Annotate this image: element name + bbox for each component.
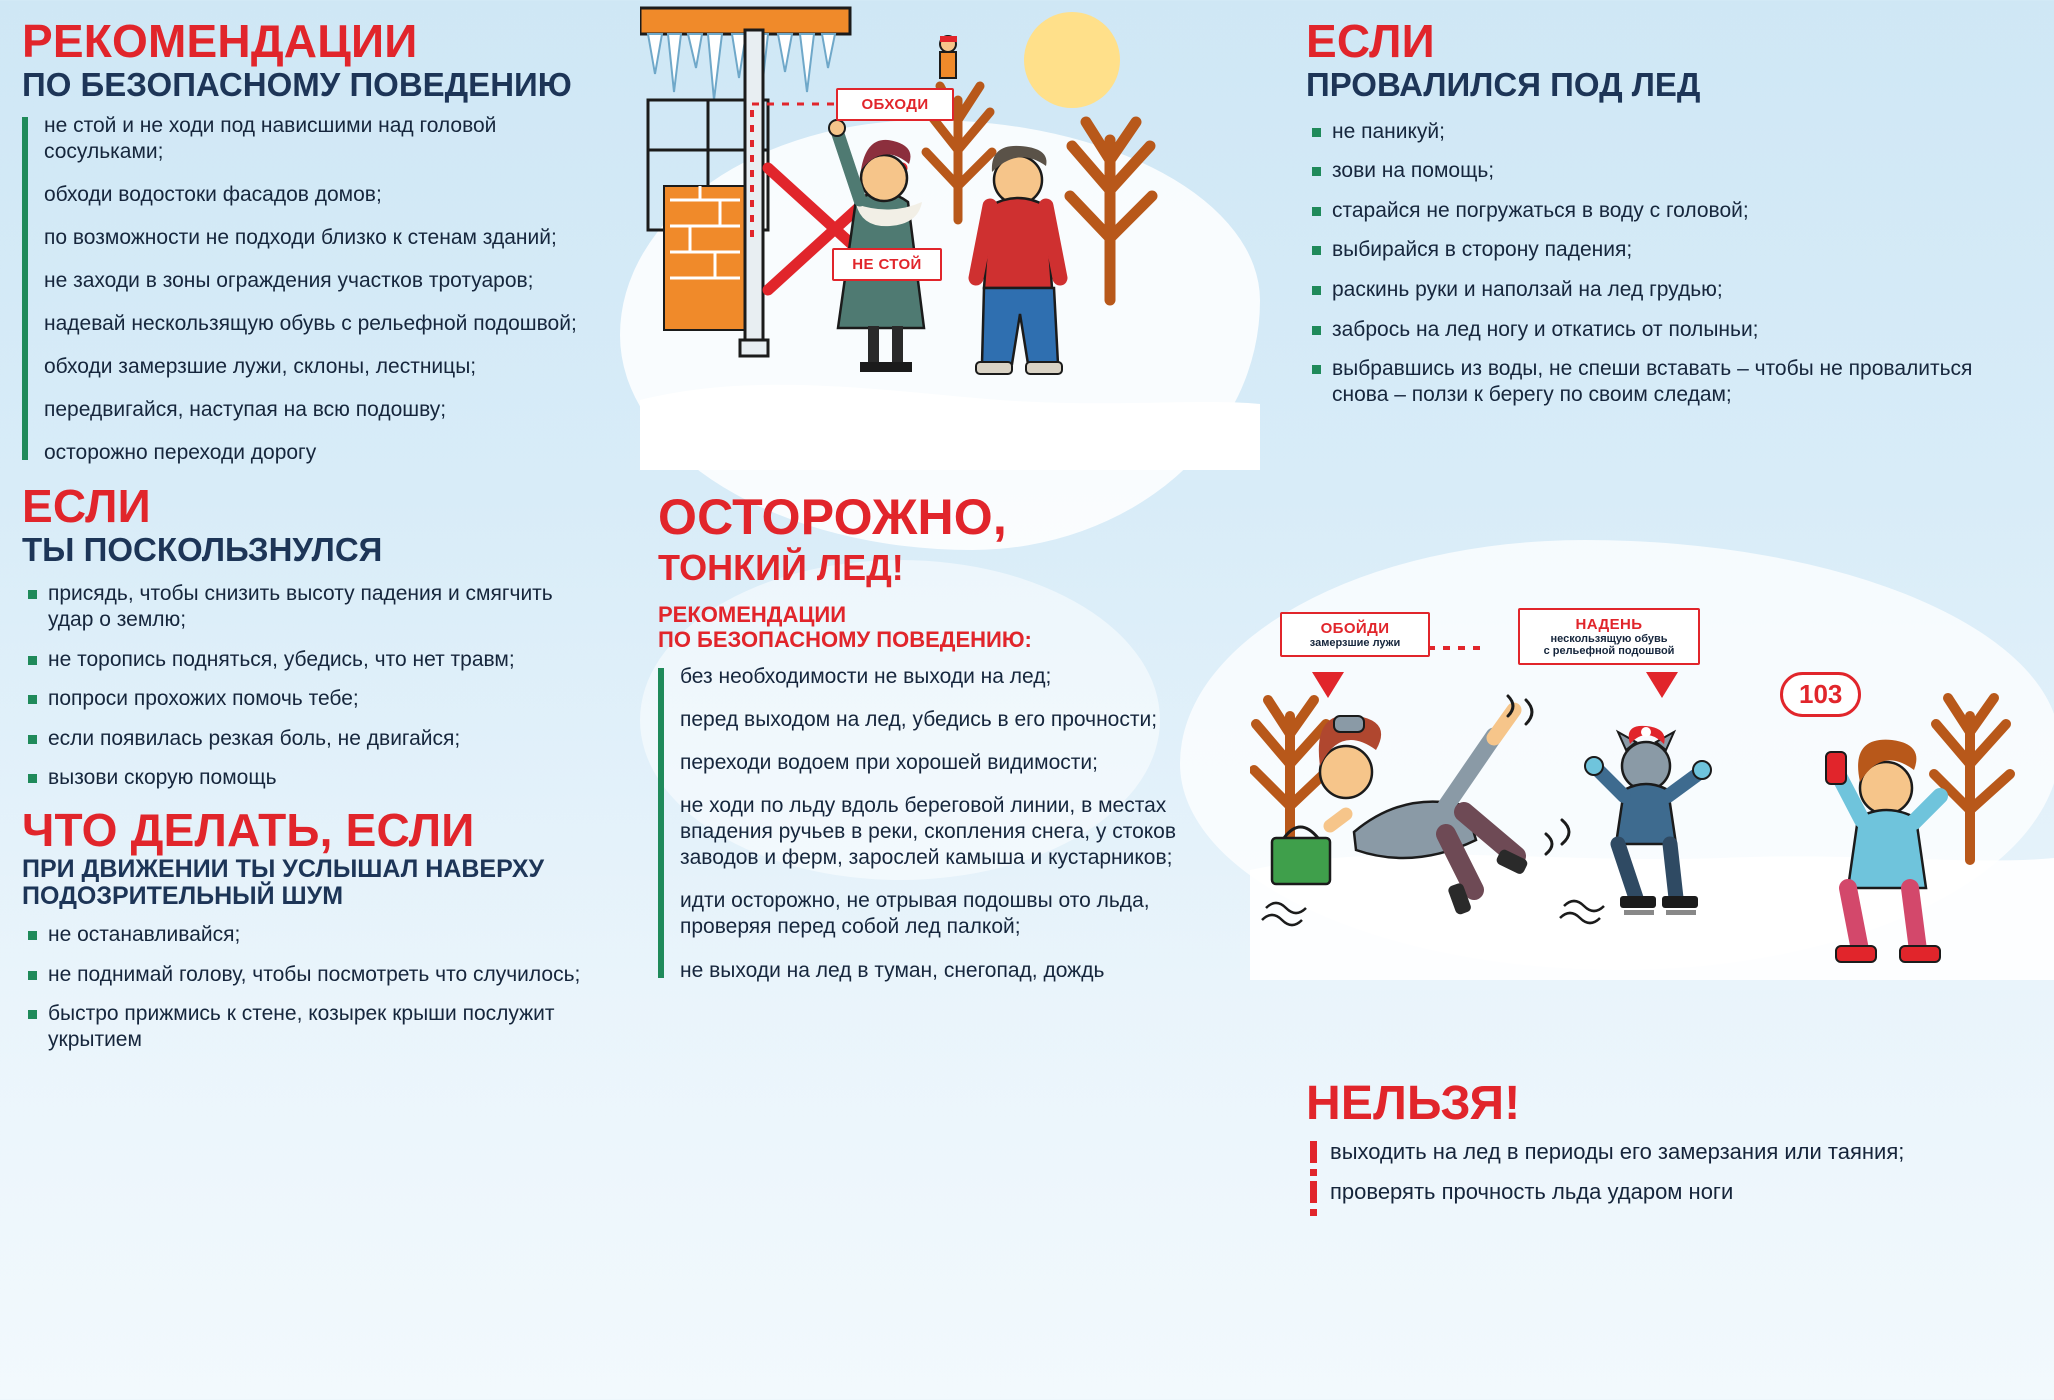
list-item: не торопись подняться, убедись, что нет травм; (22, 647, 598, 673)
thin-ice-rec-line1: РЕКОМЕНДАЦИИ (658, 602, 847, 627)
list-item: не останавливайся; (22, 922, 598, 948)
list-item: не паникуй; (1306, 119, 2028, 145)
thin-ice-list (658, 664, 1242, 983)
list-item: переходи водоем при хорошей видимости; (680, 751, 1098, 775)
callout-naden-subtitle-1: нескользящую обувь (1550, 633, 1668, 645)
callout-naden-subtitle-2: с рельефной подошвой (1543, 645, 1675, 657)
winter-fall-illustration (1250, 620, 2054, 980)
right-column (1280, 0, 2054, 421)
list-item: не стой и не ходи под нависшими над головой сосульками; (44, 113, 497, 163)
list-item: выбирайся в сторону падения; (1306, 237, 2028, 263)
list-item: идти осторожно, не отрывая подошвы ото льда, проверяя перед собой лед палкой; (680, 889, 1150, 939)
fell-through-title: ЕСЛИ (1306, 15, 1435, 67)
list-item: обходи водостоки фасадов домов; (44, 182, 382, 206)
noise-subtitle: ПРИ ДВИЖЕНИИ ТЫ УСЛЫШАЛ НАВЕРХУ ПОДОЗРИТЕЛЬНЫЙ ШУМ (22, 854, 545, 910)
list-rule (658, 668, 664, 977)
thin-ice-list-wrap (640, 664, 1260, 983)
list-item: присядь, чтобы снизить высоту падения и смягчить удар о землю; (22, 581, 598, 632)
list-item: быстро прижмись к стене, козырек крыши послужит укрытием (22, 1001, 598, 1052)
forbidden-title: НЕЛЬЗЯ! (1306, 1077, 1521, 1130)
list-item: не ходи по льду вдоль береговой линии, в местах впадения ручьев в реки, скопления снега, у стоков заводов и ферм, зарослей камыша и кустарников; (680, 794, 1177, 870)
list-item: осторожно переходи дорогу (44, 440, 317, 464)
thin-ice-subtitle: ТОНКИЙ ЛЕД! (658, 547, 904, 588)
safety-recommendations-list (22, 113, 598, 466)
slipped-list (22, 581, 598, 791)
callout-naden (1518, 608, 1700, 665)
list-item: выходить на лед в периоды его замерзания или таяния; (1306, 1139, 2046, 1165)
thin-ice-heading (640, 489, 1260, 652)
left-column (0, 0, 620, 1066)
callout-obojdi (1280, 612, 1430, 657)
list-item: обходи замерзшие лужи, склоны, лестницы; (44, 354, 477, 378)
list-item: старайся не погружаться в воду с головой; (1306, 198, 2028, 224)
list-item: выбравшись из воды, не спеши вставать – чтобы не провалиться снова – ползи к берегу по своим следам; (1306, 356, 2028, 407)
callout-naden-title: НАДЕНЬ (1575, 616, 1643, 633)
forbidden-block (1306, 1077, 2046, 1220)
list-item: по возможности не подходи близко к стенам зданий; (44, 225, 557, 249)
list-item: зови на помощь; (1306, 158, 2028, 184)
list-rule (22, 117, 28, 460)
list-item: не заходи в зоны ограждения участков тротуаров; (44, 268, 534, 292)
noise-title: ЧТО ДЕЛАТЬ, ЕСЛИ (22, 804, 475, 856)
slipped-title: ЕСЛИ (22, 479, 151, 532)
fell-through-subtitle: ПРОВАЛИЛСЯ ПОД ЛЕД (1306, 65, 1701, 103)
icicle-illustration (640, 0, 1260, 470)
thin-ice-title: ОСТОРОЖНО, (658, 489, 1007, 545)
thin-ice-rec-line2: ПО БЕЗОПАСНОМУ ПОВЕДЕНИЮ: (658, 626, 1032, 652)
list-item: вызови скорую помощь (22, 765, 598, 791)
list-item: перед выходом на лед, убедись в его прочности; (680, 708, 1158, 732)
left-subtitle: ПО БЕЗОПАСНОМУ ПОВЕДЕНИЮ (22, 65, 572, 103)
list-item: не поднимай голову, чтобы посмотреть что случилось; (22, 962, 598, 988)
callout-obhodi: ОБХОДИ (836, 88, 954, 121)
list-item: без необходимости не выходи на лед; (680, 665, 1052, 689)
list-item: раскинь руки и наползай на лед грудью; (1306, 277, 2028, 303)
list-item: забрось на лед ногу и откатись от полыньи; (1306, 317, 2028, 343)
list-item: если появилась резкая боль, не двигайся; (22, 726, 598, 752)
left-title: РЕКОМЕНДАЦИИ (22, 15, 418, 67)
list-item: передвигайся, наступая на всю подошву; (44, 397, 447, 421)
slipped-subtitle: ТЫ ПОСКОЛЬЗНУЛСЯ (22, 530, 383, 568)
callout-obojdi-title: ОБОЙДИ (1320, 620, 1390, 637)
forbidden-list (1306, 1139, 2046, 1206)
list-item: проверять прочность льда ударом ноги (1306, 1179, 2046, 1205)
list-item: попроси прохожих помочь тебе; (22, 686, 598, 712)
callout-ne-stoy: НЕ СТОЙ (832, 248, 942, 281)
callout-obojdi-subtitle: замерзшие лужи (1309, 637, 1401, 649)
noise-list (22, 922, 598, 1052)
list-item: надевай нескользящую обувь с рельефной подошвой; (44, 311, 577, 335)
fell-through-list (1306, 119, 2028, 408)
emergency-number-bubble: 103 (1780, 672, 1861, 717)
middle-column (640, 0, 1260, 1001)
list-item: не выходи на лед в туман, снегопад, дождь (680, 958, 1105, 982)
